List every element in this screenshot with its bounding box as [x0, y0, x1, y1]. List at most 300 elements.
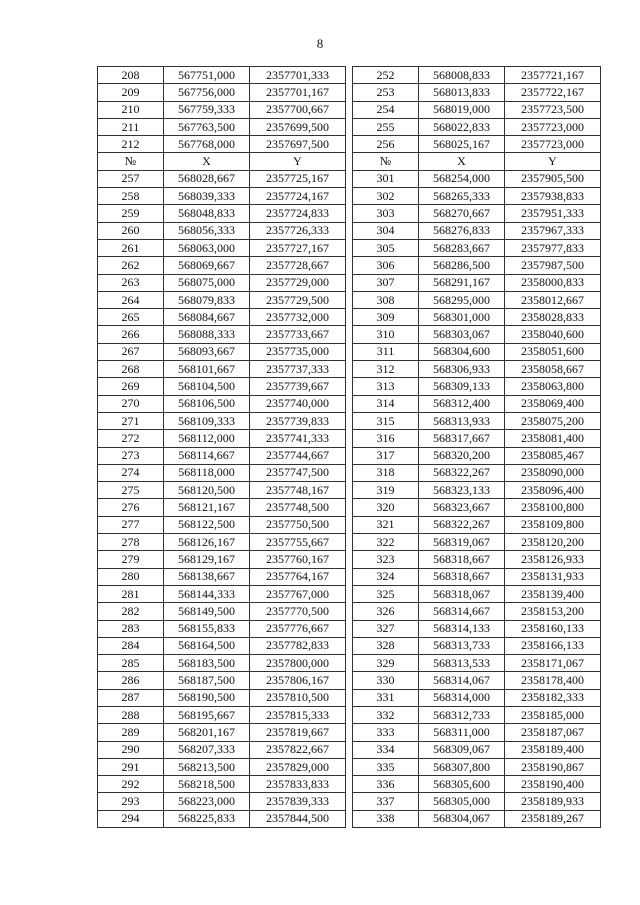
x-coordinate: 568109,333	[164, 412, 250, 429]
x-coordinate: 567756,000	[164, 84, 250, 101]
column-gap	[346, 776, 353, 793]
point-number: 273	[98, 447, 164, 464]
x-coordinate: 568320,200	[419, 447, 505, 464]
column-gap	[346, 118, 353, 135]
point-number: 331	[353, 689, 419, 706]
table-row	[98, 568, 601, 585]
x-coordinate: 568301,000	[419, 309, 505, 326]
x-coordinate: 568213,500	[164, 758, 250, 775]
point-number: 289	[98, 724, 164, 741]
column-gap	[346, 447, 353, 464]
x-coordinate: 568084,667	[164, 309, 250, 326]
y-coordinate: 2358040,600	[505, 326, 601, 343]
x-coordinate: 568013,833	[419, 84, 505, 101]
y-coordinate: 2357770,500	[250, 603, 346, 620]
x-coordinate: 568291,167	[419, 274, 505, 291]
table-row	[98, 430, 601, 447]
x-coordinate: 568303,067	[419, 326, 505, 343]
point-number: 269	[98, 378, 164, 395]
y-coordinate: 2357806,167	[250, 672, 346, 689]
column-gap	[346, 101, 353, 118]
y-coordinate: 2357747,500	[250, 464, 346, 481]
table-row	[98, 672, 601, 689]
point-number: 314	[353, 395, 419, 412]
y-coordinate: 2358190,400	[505, 776, 601, 793]
table-row	[98, 222, 601, 239]
point-number: 329	[353, 655, 419, 672]
x-coordinate: 568318,667	[419, 568, 505, 585]
x-coordinate: 568183,500	[164, 655, 250, 672]
point-number: 319	[353, 482, 419, 499]
x-coordinate: 568283,667	[419, 239, 505, 256]
x-coordinate: 568075,000	[164, 274, 250, 291]
point-number: 308	[353, 291, 419, 308]
x-coordinate: 568129,167	[164, 551, 250, 568]
y-coordinate: 2357729,000	[250, 274, 346, 291]
column-gap	[346, 793, 353, 810]
table-row	[98, 101, 601, 118]
x-coordinate: 568207,333	[164, 741, 250, 758]
column-header-x: X	[164, 153, 250, 170]
point-number: 264	[98, 291, 164, 308]
point-number: 285	[98, 655, 164, 672]
point-number: 266	[98, 326, 164, 343]
x-coordinate: 568019,000	[419, 101, 505, 118]
x-coordinate: 568063,000	[164, 239, 250, 256]
x-coordinate: 568317,667	[419, 430, 505, 447]
coordinates-table	[97, 66, 601, 828]
y-coordinate: 2357729,500	[250, 291, 346, 308]
table-row	[98, 395, 601, 412]
table-row	[98, 188, 601, 205]
y-coordinate: 2358189,267	[505, 810, 601, 827]
point-number: 304	[353, 222, 419, 239]
column-gap	[346, 551, 353, 568]
point-number: 255	[353, 118, 419, 135]
point-number: 338	[353, 810, 419, 827]
column-header-y: Y	[250, 153, 346, 170]
point-number: 280	[98, 568, 164, 585]
point-number: 211	[98, 118, 164, 135]
point-number: 316	[353, 430, 419, 447]
y-coordinate: 2357721,167	[505, 67, 601, 84]
table-row	[98, 447, 601, 464]
point-number: 335	[353, 758, 419, 775]
table-row	[98, 412, 601, 429]
point-number: 301	[353, 170, 419, 187]
x-coordinate: 568155,833	[164, 620, 250, 637]
point-number: 254	[353, 101, 419, 118]
column-gap	[346, 326, 353, 343]
y-coordinate: 2357815,333	[250, 706, 346, 723]
table-row	[98, 118, 601, 135]
column-gap	[346, 758, 353, 775]
y-coordinate: 2357764,167	[250, 568, 346, 585]
y-coordinate: 2357977,833	[505, 239, 601, 256]
y-coordinate: 2358058,667	[505, 361, 601, 378]
y-coordinate: 2358100,800	[505, 499, 601, 516]
y-coordinate: 2357697,500	[250, 136, 346, 153]
x-coordinate: 568254,000	[419, 170, 505, 187]
x-coordinate: 568114,667	[164, 447, 250, 464]
table-row	[98, 706, 601, 723]
table-row	[98, 585, 601, 602]
x-coordinate: 568104,500	[164, 378, 250, 395]
x-coordinate: 568022,833	[419, 118, 505, 135]
x-coordinate: 568121,167	[164, 499, 250, 516]
y-coordinate: 2357748,500	[250, 499, 346, 516]
point-number: 284	[98, 637, 164, 654]
y-coordinate: 2358051,600	[505, 343, 601, 360]
x-coordinate: 568314,000	[419, 689, 505, 706]
point-number: 267	[98, 343, 164, 360]
x-coordinate: 568093,667	[164, 343, 250, 360]
table-row	[98, 136, 601, 153]
point-number: 263	[98, 274, 164, 291]
point-number: 287	[98, 689, 164, 706]
column-gap	[346, 291, 353, 308]
y-coordinate: 2358109,800	[505, 516, 601, 533]
y-coordinate: 2357726,333	[250, 222, 346, 239]
point-number: 326	[353, 603, 419, 620]
y-coordinate: 2358075,200	[505, 412, 601, 429]
x-coordinate: 568306,933	[419, 361, 505, 378]
x-coordinate: 568190,500	[164, 689, 250, 706]
point-number: 318	[353, 464, 419, 481]
y-coordinate: 2357728,667	[250, 257, 346, 274]
point-number: 317	[353, 447, 419, 464]
y-coordinate: 2357755,667	[250, 534, 346, 551]
x-coordinate: 568101,667	[164, 361, 250, 378]
column-gap	[346, 361, 353, 378]
table-row	[98, 84, 601, 101]
table-row	[98, 741, 601, 758]
point-number: 306	[353, 257, 419, 274]
point-number: 292	[98, 776, 164, 793]
y-coordinate: 2358012,667	[505, 291, 601, 308]
y-coordinate: 2358120,200	[505, 534, 601, 551]
column-gap	[346, 655, 353, 672]
x-coordinate: 568225,833	[164, 810, 250, 827]
table-row	[98, 326, 601, 343]
point-number: 286	[98, 672, 164, 689]
column-gap	[346, 239, 353, 256]
x-coordinate: 568276,833	[419, 222, 505, 239]
x-coordinate: 568028,667	[164, 170, 250, 187]
point-number: 312	[353, 361, 419, 378]
point-number: 283	[98, 620, 164, 637]
point-number: 307	[353, 274, 419, 291]
table-row	[98, 291, 601, 308]
point-number: 270	[98, 395, 164, 412]
point-number: 313	[353, 378, 419, 395]
x-coordinate: 568195,667	[164, 706, 250, 723]
column-gap	[346, 205, 353, 222]
table-row	[98, 205, 601, 222]
column-gap	[346, 464, 353, 481]
column-gap	[346, 689, 353, 706]
x-coordinate: 568313,933	[419, 412, 505, 429]
table-row	[98, 170, 601, 187]
y-coordinate: 2357700,667	[250, 101, 346, 118]
x-coordinate: 568039,333	[164, 188, 250, 205]
table-row	[98, 810, 601, 827]
point-number: 252	[353, 67, 419, 84]
y-coordinate: 2358190,867	[505, 758, 601, 775]
y-coordinate: 2357760,167	[250, 551, 346, 568]
y-coordinate: 2357735,000	[250, 343, 346, 360]
point-number: 268	[98, 361, 164, 378]
column-header-y: Y	[505, 153, 601, 170]
y-coordinate: 2357748,167	[250, 482, 346, 499]
point-number: 261	[98, 239, 164, 256]
point-number: 209	[98, 84, 164, 101]
table-row	[98, 534, 601, 551]
y-coordinate: 2358096,400	[505, 482, 601, 499]
point-number: 315	[353, 412, 419, 429]
x-coordinate: 568048,833	[164, 205, 250, 222]
table-row	[98, 239, 601, 256]
x-coordinate: 568122,500	[164, 516, 250, 533]
y-coordinate: 2357829,000	[250, 758, 346, 775]
table-row	[98, 793, 601, 810]
x-coordinate: 568313,733	[419, 637, 505, 654]
column-gap	[346, 395, 353, 412]
column-gap	[346, 378, 353, 395]
y-coordinate: 2358000,833	[505, 274, 601, 291]
column-gap	[346, 620, 353, 637]
y-coordinate: 2357739,833	[250, 412, 346, 429]
column-gap	[346, 430, 353, 447]
table-row	[98, 724, 601, 741]
x-coordinate: 568309,133	[419, 378, 505, 395]
x-coordinate: 568314,067	[419, 672, 505, 689]
y-coordinate: 2357822,667	[250, 741, 346, 758]
table-header-row	[98, 153, 601, 170]
x-coordinate: 568187,500	[164, 672, 250, 689]
x-coordinate: 567751,000	[164, 67, 250, 84]
point-number: 337	[353, 793, 419, 810]
column-gap	[346, 188, 353, 205]
y-coordinate: 2357723,500	[505, 101, 601, 118]
column-gap	[346, 274, 353, 291]
column-gap	[346, 136, 353, 153]
point-number: 257	[98, 170, 164, 187]
y-coordinate: 2358028,833	[505, 309, 601, 326]
point-number: 310	[353, 326, 419, 343]
x-coordinate: 568201,167	[164, 724, 250, 741]
table-row	[98, 603, 601, 620]
table-row	[98, 655, 601, 672]
point-number: 276	[98, 499, 164, 516]
page-number: 8	[316, 36, 324, 51]
point-number: 265	[98, 309, 164, 326]
column-gap	[346, 257, 353, 274]
x-coordinate: 568138,667	[164, 568, 250, 585]
column-gap	[346, 672, 353, 689]
y-coordinate: 2357732,000	[250, 309, 346, 326]
y-coordinate: 2358187,067	[505, 724, 601, 741]
y-coordinate: 2357737,333	[250, 361, 346, 378]
point-number: 279	[98, 551, 164, 568]
y-coordinate: 2358178,400	[505, 672, 601, 689]
x-coordinate: 568305,000	[419, 793, 505, 810]
x-coordinate: 568008,833	[419, 67, 505, 84]
y-coordinate: 2357800,000	[250, 655, 346, 672]
x-coordinate: 568312,400	[419, 395, 505, 412]
table-row	[98, 776, 601, 793]
y-coordinate: 2358160,133	[505, 620, 601, 637]
table-row	[98, 309, 601, 326]
y-coordinate: 2357724,833	[250, 205, 346, 222]
y-coordinate: 2357750,500	[250, 516, 346, 533]
column-gap	[346, 585, 353, 602]
x-coordinate: 567759,333	[164, 101, 250, 118]
y-coordinate: 2358185,000	[505, 706, 601, 723]
x-coordinate: 568270,667	[419, 205, 505, 222]
column-gap	[346, 706, 353, 723]
y-coordinate: 2357699,500	[250, 118, 346, 135]
y-coordinate: 2357767,000	[250, 585, 346, 602]
column-gap	[346, 499, 353, 516]
y-coordinate: 2358153,200	[505, 603, 601, 620]
point-number: 208	[98, 67, 164, 84]
x-coordinate: 568319,067	[419, 534, 505, 551]
point-number: 309	[353, 309, 419, 326]
point-number: 253	[353, 84, 419, 101]
x-coordinate: 568323,667	[419, 499, 505, 516]
x-coordinate: 568144,333	[164, 585, 250, 602]
column-gap	[346, 534, 353, 551]
table-row	[98, 637, 601, 654]
column-gap	[346, 84, 353, 101]
column-gap	[346, 67, 353, 84]
x-coordinate: 568120,500	[164, 482, 250, 499]
y-coordinate: 2357782,833	[250, 637, 346, 654]
y-coordinate: 2357951,333	[505, 205, 601, 222]
y-coordinate: 2358131,933	[505, 568, 601, 585]
point-number: 324	[353, 568, 419, 585]
point-number: 256	[353, 136, 419, 153]
point-number: 210	[98, 101, 164, 118]
point-number: 281	[98, 585, 164, 602]
y-coordinate: 2357839,333	[250, 793, 346, 810]
point-number: 328	[353, 637, 419, 654]
point-number: 212	[98, 136, 164, 153]
point-number: 311	[353, 343, 419, 360]
column-gap	[346, 309, 353, 326]
x-coordinate: 568056,333	[164, 222, 250, 239]
x-coordinate: 568322,267	[419, 464, 505, 481]
y-coordinate: 2358171,067	[505, 655, 601, 672]
point-number: 290	[98, 741, 164, 758]
y-coordinate: 2357819,667	[250, 724, 346, 741]
point-number: 277	[98, 516, 164, 533]
x-coordinate: 568164,500	[164, 637, 250, 654]
y-coordinate: 2357733,667	[250, 326, 346, 343]
y-coordinate: 2357833,833	[250, 776, 346, 793]
y-coordinate: 2358189,400	[505, 741, 601, 758]
point-number: 293	[98, 793, 164, 810]
y-coordinate: 2358139,400	[505, 585, 601, 602]
x-coordinate: 568312,733	[419, 706, 505, 723]
x-coordinate: 568309,067	[419, 741, 505, 758]
y-coordinate: 2357905,500	[505, 170, 601, 187]
x-coordinate: 568106,500	[164, 395, 250, 412]
y-coordinate: 2358182,333	[505, 689, 601, 706]
point-number: 291	[98, 758, 164, 775]
y-coordinate: 2357723,000	[505, 136, 601, 153]
x-coordinate: 568112,000	[164, 430, 250, 447]
table-row	[98, 67, 601, 84]
point-number: 272	[98, 430, 164, 447]
point-number: 322	[353, 534, 419, 551]
x-coordinate: 568025,167	[419, 136, 505, 153]
y-coordinate: 2357938,833	[505, 188, 601, 205]
x-coordinate: 568126,167	[164, 534, 250, 551]
y-coordinate: 2357701,333	[250, 67, 346, 84]
x-coordinate: 567768,000	[164, 136, 250, 153]
x-coordinate: 568223,000	[164, 793, 250, 810]
column-gap	[346, 343, 353, 360]
y-coordinate: 2357810,500	[250, 689, 346, 706]
y-coordinate: 2357844,500	[250, 810, 346, 827]
table-row	[98, 551, 601, 568]
x-coordinate: 568318,067	[419, 585, 505, 602]
x-coordinate: 568304,067	[419, 810, 505, 827]
y-coordinate: 2357987,500	[505, 257, 601, 274]
point-number: 303	[353, 205, 419, 222]
x-coordinate: 568323,133	[419, 482, 505, 499]
x-coordinate: 567763,500	[164, 118, 250, 135]
y-coordinate: 2358069,400	[505, 395, 601, 412]
y-coordinate: 2357724,167	[250, 188, 346, 205]
x-coordinate: 568307,800	[419, 758, 505, 775]
table-row	[98, 482, 601, 499]
column-header-num: №	[98, 153, 164, 170]
table-row	[98, 361, 601, 378]
column-gap	[346, 741, 353, 758]
x-coordinate: 568313,533	[419, 655, 505, 672]
x-coordinate: 568118,000	[164, 464, 250, 481]
point-number: 271	[98, 412, 164, 429]
y-coordinate: 2357701,167	[250, 84, 346, 101]
point-number: 258	[98, 188, 164, 205]
point-number: 334	[353, 741, 419, 758]
y-coordinate: 2357741,333	[250, 430, 346, 447]
table-row	[98, 516, 601, 533]
point-number: 336	[353, 776, 419, 793]
y-coordinate: 2358126,933	[505, 551, 601, 568]
x-coordinate: 568305,600	[419, 776, 505, 793]
table-row	[98, 274, 601, 291]
column-gap	[346, 516, 353, 533]
table-row	[98, 499, 601, 516]
point-number: 320	[353, 499, 419, 516]
x-coordinate: 568314,667	[419, 603, 505, 620]
table-row	[98, 378, 601, 395]
y-coordinate: 2358063,800	[505, 378, 601, 395]
column-gap	[346, 412, 353, 429]
point-number: 327	[353, 620, 419, 637]
column-header-num: №	[353, 153, 419, 170]
y-coordinate: 2358090,000	[505, 464, 601, 481]
column-gap	[346, 170, 353, 187]
y-coordinate: 2357776,667	[250, 620, 346, 637]
x-coordinate: 568069,667	[164, 257, 250, 274]
point-number: 275	[98, 482, 164, 499]
column-gap	[346, 222, 353, 239]
